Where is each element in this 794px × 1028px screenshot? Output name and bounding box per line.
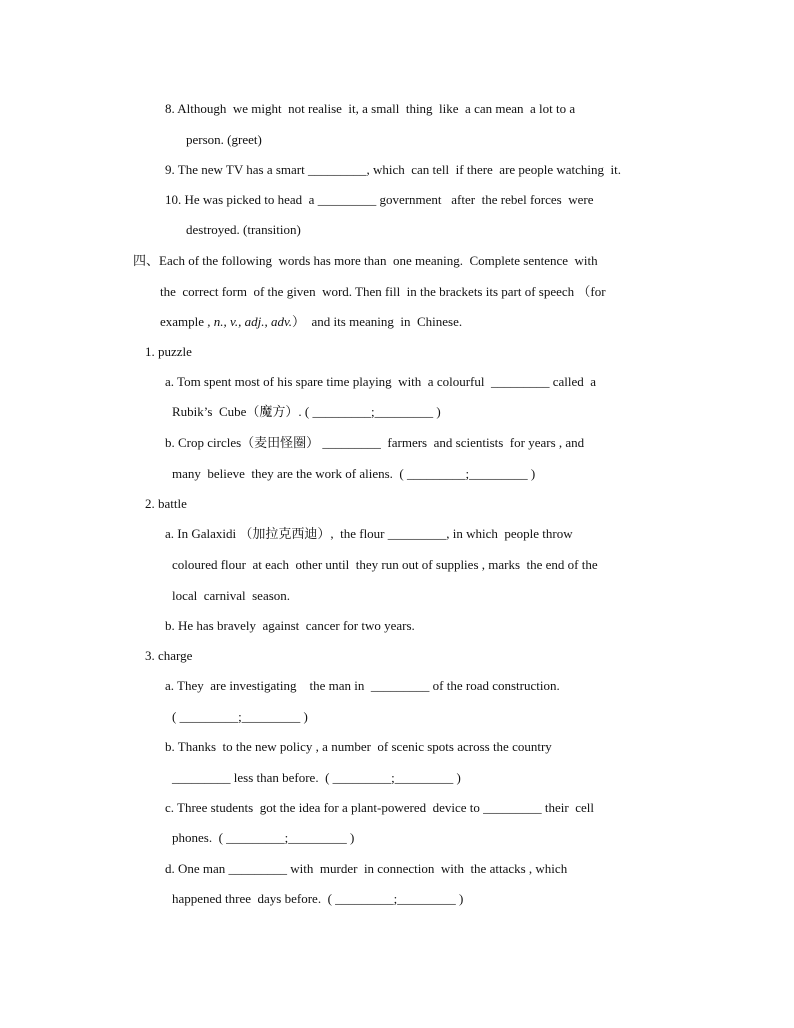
item-9: 9. The new TV has a smart _________, which can tell if there are people watching it.: [165, 162, 621, 177]
item-8-line-1: 8. Although we might not realise it, a small thing like a can mean a lot to a: [165, 101, 576, 116]
charge-d-line-1: d. One man _________ with murder in connection with the attacks , which: [165, 861, 568, 876]
section-4-instruction-3: [160, 314, 462, 330]
battle-a-line-2: coloured flour at each other until they run out of supplies , marks the end of the: [172, 557, 598, 572]
battle-b: b. He has bravely against cancer for two years.: [165, 618, 415, 633]
puzzle-b-line-1: b. Crop circles（麦田怪圈） _________ farmers and scientists for years , and: [165, 435, 585, 450]
section-4-instruction-2: the correct form of the given word. Then fill in the brackets its part of speech （for: [160, 284, 606, 299]
puzzle-a-line-2: Rubik’s Cube（魔方）. ( _________;_________ ): [172, 404, 441, 419]
charge-a-line-2: ( _________;_________ ): [172, 709, 308, 724]
word-heading-battle: 2. battle: [145, 496, 187, 511]
battle-a-line-3: local carnival season.: [172, 588, 291, 603]
parts-of-speech-list: n., v., adj., adv.: [213, 314, 293, 329]
charge-c-line-2: phones. ( _________;_________ ): [172, 830, 355, 845]
charge-c-line-1: c. Three students got the idea for a plant-powered device to _________ their cell: [165, 800, 594, 815]
instruction-tail: ） and its meaning in Chinese.: [292, 314, 463, 329]
word-heading-puzzle: 1. puzzle: [145, 344, 192, 359]
charge-d-line-2: happened three days before. ( _________;_________ ): [172, 891, 464, 906]
section-4-instruction-1: 四、Each of the following words has more than one meaning. Complete sentence with: [133, 253, 598, 268]
item-10-line-2: destroyed. (transition): [186, 222, 301, 237]
word-heading-charge: 3. charge: [145, 648, 193, 663]
charge-b-line-1: b. Thanks to the new policy , a number of scenic spots across the country: [165, 739, 552, 754]
item-8-line-2: person. (greet): [186, 132, 262, 147]
puzzle-b-line-2: many believe they are the work of aliens. ( _________;_________ ): [172, 466, 536, 481]
instruction-example-label: example ,: [160, 314, 211, 329]
charge-b-line-2: _________ less than before. ( _________;_________ ): [172, 770, 461, 785]
puzzle-a-line-1: a. Tom spent most of his spare time playing with a colourful _________ called a: [165, 374, 597, 389]
battle-a-line-1: a. In Galaxidi （加拉克西迪）, the flour _________, in which people throw: [165, 526, 573, 541]
charge-a-line-1: a. They are investigating the man in _________ of the road construction.: [165, 678, 560, 693]
item-10-line-1: 10. He was picked to head a _________ government after the rebel forces were: [165, 192, 594, 207]
